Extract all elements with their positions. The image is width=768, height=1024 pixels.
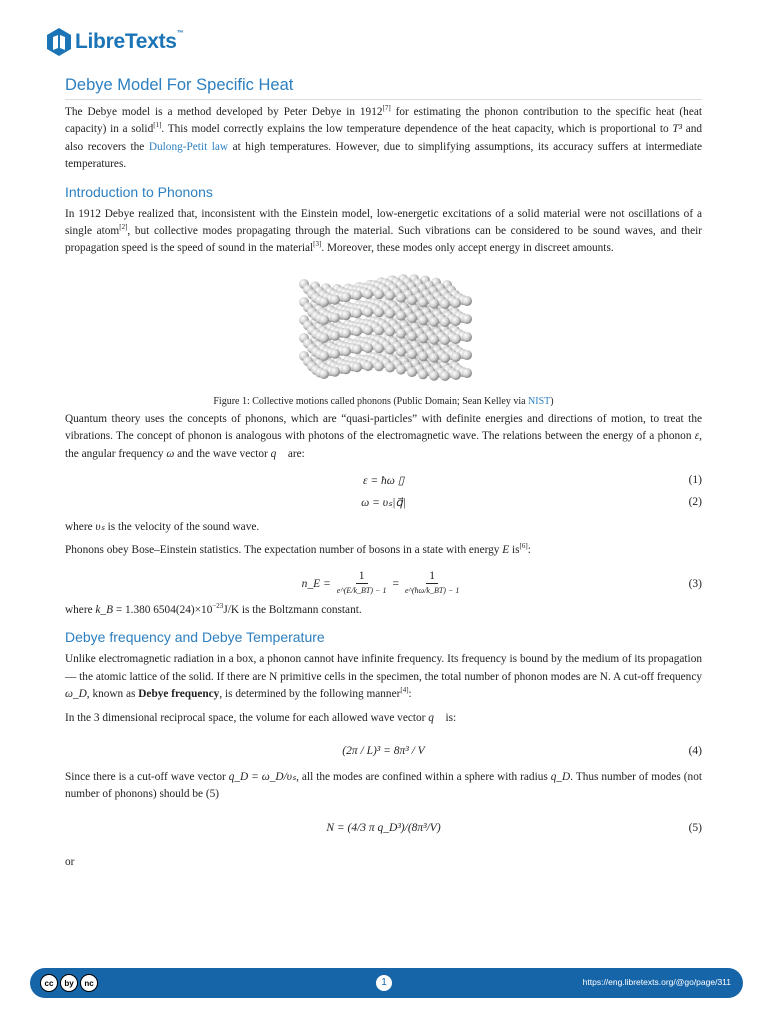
by-icon: by (60, 974, 78, 992)
lattice-atom (385, 344, 395, 354)
lattice-atom (451, 334, 461, 344)
lattice-atom (352, 344, 362, 354)
lattice-atom (363, 289, 373, 299)
lattice-atom (352, 362, 362, 372)
lattice-atom (462, 296, 472, 306)
lattice-atom (396, 292, 406, 302)
lattice-atom (407, 313, 417, 323)
lattice-atom (418, 315, 428, 325)
lattice-atom (451, 352, 461, 362)
lattice-atom (330, 331, 340, 341)
equation-number: (1) (688, 474, 702, 487)
equation-2: ω = υₛ|q⃗| (2) (361, 496, 702, 510)
citation-1[interactable]: [1] (153, 121, 162, 130)
lattice-atom (363, 325, 373, 335)
or-text: or (65, 855, 75, 868)
lattice-atom (363, 343, 373, 353)
section-heading-phonons: Introduction to Phonons (65, 183, 213, 200)
lattice-atom (341, 310, 351, 320)
lattice-atom (396, 310, 406, 320)
lattice-atom (352, 290, 362, 300)
nist-link[interactable]: NIST (528, 395, 551, 407)
lattice-atom (341, 364, 351, 374)
page-content (65, 76, 702, 877)
debye-frequency-paragraph: Unlike electromagnetic radiation in a box, a phonon cannot have infinite frequency. Its frequency is bound by the medium of its propagation — the atomic lattice of the solid. If there are N primitive cells in the specimen, the total number of phonon modes are N. A cut-off frequency ω_D, known as Debye frequency, is determined by the following manner[4]: (65, 653, 702, 701)
equation-number: (5) (688, 821, 702, 834)
lattice-atom (374, 289, 384, 299)
lattice-atom (396, 364, 406, 374)
dulong-petit-link[interactable]: Dulong-Petit law (148, 140, 229, 153)
footer-bar (30, 968, 743, 998)
equation-5: N = (4/3 π q_D³)/(8π³/V) (5) (326, 821, 702, 834)
lattice-atom (341, 346, 351, 356)
lattice-atom (429, 353, 439, 363)
page-title: Debye Model For Specific Heat (65, 76, 702, 100)
lattice-atom (440, 317, 450, 327)
lattice-atom (418, 297, 428, 307)
equation-number: (2) (688, 496, 702, 509)
lattice-atom (462, 368, 472, 378)
bose-einstein-paragraph: Phonons obey Bose–Einstein statistics. The expectation number of bosons in a state with energy E is[6]: (65, 542, 531, 557)
reciprocal-space-paragraph: In the 3 dimensional reciprocal space, the volume for each allowed wave vector q⃗ is: (65, 711, 457, 724)
lattice-atom (451, 316, 461, 326)
lattice-atom (330, 313, 340, 323)
lattice-atom (407, 295, 417, 305)
lattice-atom (396, 346, 406, 356)
lattice-atom (319, 333, 329, 343)
lattice-atom (407, 331, 417, 341)
lattice-atom (462, 332, 472, 342)
lattice-atom (429, 371, 439, 381)
cutoff-paragraph: Since there is a cut-off wave vector q_D = ω_D/υₛ, all the modes are confined within a sphere with radius q_D. Thus number of modes (not number of phonons) should be (5) (65, 770, 702, 801)
lattice-atom (385, 308, 395, 318)
figure-caption: Figure 1: Collective motions called phonons (Public Domain; Sean Kelley via NIST) (213, 395, 554, 407)
lattice-atom (341, 328, 351, 338)
citation-6[interactable]: [6] (519, 542, 528, 551)
cc-license-badge[interactable] (40, 974, 98, 992)
lattice-atom (319, 369, 329, 379)
lattice-atom (385, 362, 395, 372)
lattice-atom (330, 295, 340, 305)
lattice-atom (407, 367, 417, 377)
lattice-atom (440, 335, 450, 345)
citation-4[interactable]: [4] (400, 686, 409, 695)
section-heading-debye-frequency: Debye frequency and Debye Temperature (65, 629, 325, 646)
lattice-atom (451, 298, 461, 308)
lattice-atom (352, 308, 362, 318)
lattice-atom (319, 315, 329, 325)
lattice-atom (418, 333, 428, 343)
lattice-atom (451, 370, 461, 380)
lattice-atom (374, 325, 384, 335)
lattice-atom (418, 351, 428, 361)
nc-icon: nc (80, 974, 98, 992)
lattice-atom (374, 361, 384, 371)
lattice-atom (352, 326, 362, 336)
lattice-atom (374, 343, 384, 353)
quantum-paragraph: Quantum theory uses the concepts of phonons, which are “quasi-particles” with definite energies and directions of motion, to treat the vibrations. The concept of phonon is analogous with photons of the electromagnetic wave. The relations between the energy of a phonon ε, the angular frequency ω and the wave vector q⃗ are: (65, 412, 702, 460)
intro-paragraph: The Debye model is a method developed by Peter Debye in 1912[7] for estimating the phonon contribution to the specific heat (heat capacity) in a solid[1]. This model correctly explains the low temperature dependence of the heat capacity, which is proportional to T³ and also recovers the Dulong-Petit law at high temperatures. However, due to simplifying assumptions, its accuracy suffers at intermediate temperatures. (65, 104, 703, 171)
lattice-atom (341, 292, 351, 302)
lattice-atom (429, 317, 439, 327)
lattice-atom (429, 299, 439, 309)
lattice-atom (407, 349, 417, 359)
lattice-atom (440, 353, 450, 363)
lattice-atom (396, 328, 406, 338)
citation-7[interactable]: [7] (382, 104, 391, 113)
lattice-atom (429, 335, 439, 345)
libretexts-logo-text: LibreTexts™ (75, 30, 184, 53)
equation-3: n_E = $\frac{1}{e\^{}(E/k\_BT) - 1}$ = $\frac{1}{e\^{}(ħ\omega/k\_BT) - 1}$ (3) (301, 570, 702, 596)
lattice-atom (330, 349, 340, 359)
sound-velocity-note: where υₛ is the velocity of the sound wave. (65, 521, 260, 534)
equation-4: (2π / L)³ = 8π³ / V (4) (342, 744, 702, 757)
libretexts-logo[interactable] (46, 27, 183, 57)
page-url[interactable]: https://eng.libretexts.org/@go/page/311 (582, 977, 731, 987)
boltzmann-note: where k_B = 1.380 $6504(24)\times 10^{-23}J/K$ is the Boltzmann constant. (65, 602, 362, 616)
figure-1 (65, 266, 702, 407)
libretexts-logo-icon (46, 27, 72, 57)
equation-number: (3) (688, 577, 702, 590)
citation-2[interactable]: [2] (119, 223, 128, 232)
page-number: 1 (376, 975, 392, 991)
lattice-atom (440, 299, 450, 309)
lattice-atom (319, 297, 329, 307)
lattice-atom (440, 371, 450, 381)
phonons-paragraph: In 1912 Debye realized that, inconsistent with the Einstein model, low-energetic excitations of a solid material were not oscillations of a single atom[2], but collective modes propagating through the material. Such vibrations can be considered to be sound waves, and their propagation speed is the speed of sound in the material[3]. Moreover, these modes only accept energy in discreet amounts. (65, 207, 702, 255)
lattice-atom (330, 367, 340, 377)
cc-icon: cc (40, 974, 58, 992)
equation-number: (4) (688, 744, 702, 757)
equation-1: ε = ħω ▯ (1) (362, 474, 702, 488)
lattice-atom (462, 350, 472, 360)
citation-3[interactable]: [3] (313, 240, 322, 249)
lattice-atom (374, 307, 384, 317)
lattice-atom (363, 307, 373, 317)
lattice-atom (385, 290, 395, 300)
lattice-atom (363, 361, 373, 371)
lattice-atom (319, 351, 329, 361)
lattice-atom (385, 326, 395, 336)
lattice-atom (418, 369, 428, 379)
lattice-atom (462, 314, 472, 324)
phonon-lattice-image (294, 266, 474, 386)
